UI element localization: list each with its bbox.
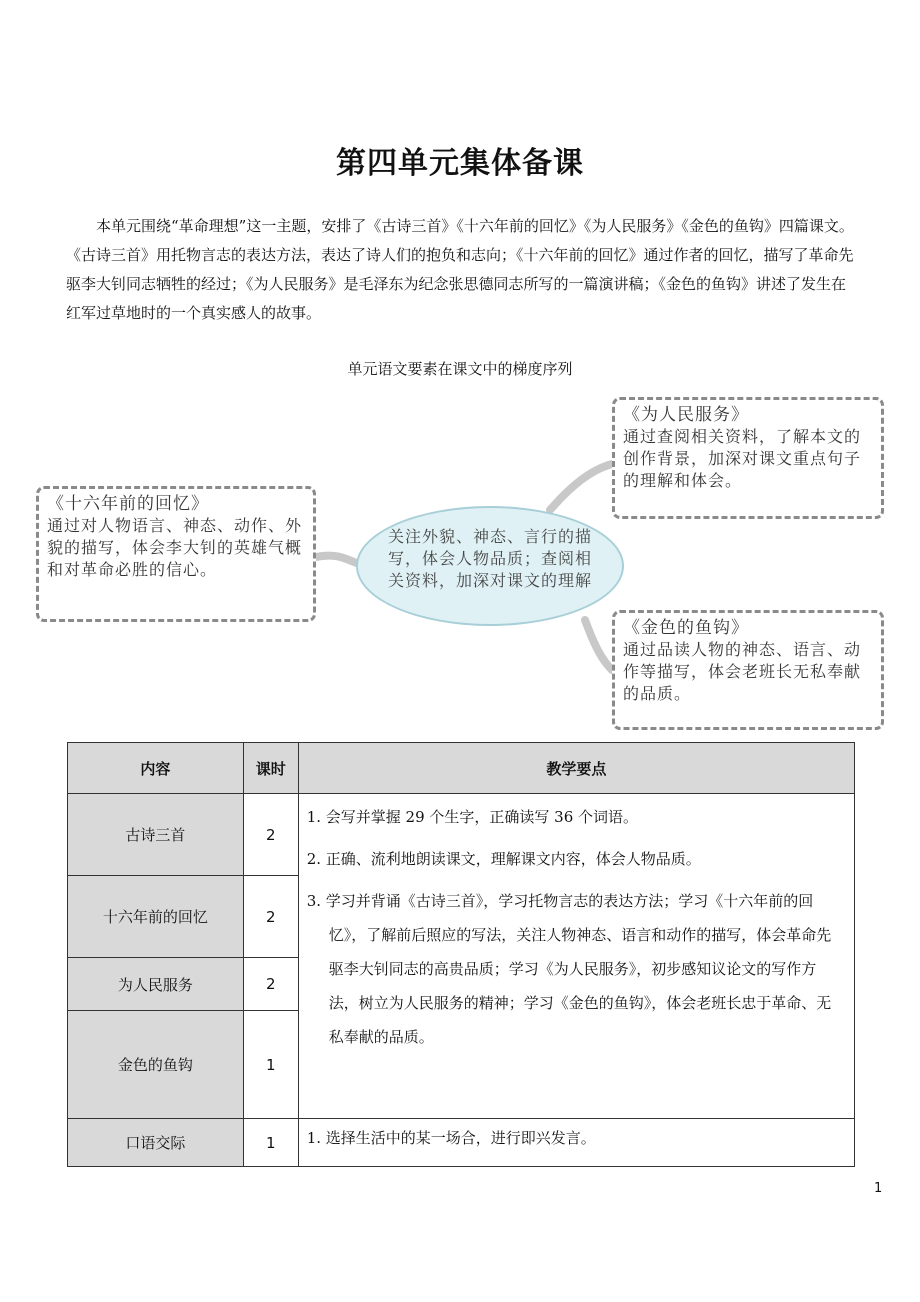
header-content: 内容 <box>68 743 244 794</box>
page-title: 第四单元集体备课 <box>336 146 584 181</box>
unit-intro-paragraph: 本单元围绕“革命理想”这一主题，安排了《古诗三首》《十六年前的回忆》《为人民服务》《金色的鱼钩》四篇课文。《古诗三首》用托物言志的表达方法，表达了诗人们的抱负和志向；《十六年前的回忆》通过作者的回忆，描写了革命先驱李大钊同志牺牲的经过；《为人民服务》是毛泽东为纪念张思德同志所写的一篇演讲稿；《金色的鱼钩》讲述了发生在红军过草地时的一个真实感人的故事。 <box>66 217 854 322</box>
node-bottom-right-title: 《金色的鱼钩》 <box>623 618 749 638</box>
table-header-row <box>68 743 855 794</box>
mindmap <box>30 392 890 737</box>
connector-top-right <box>550 464 612 510</box>
mindmap-node-bottom-right <box>612 610 884 730</box>
connector-left <box>316 556 360 564</box>
table-row <box>68 1119 855 1167</box>
connector-bottom-right <box>585 620 612 670</box>
mindmap-center-node: 关注外貌、神态、言行的描写，体会人物品质；查阅相关资料，加深对课文的理解 <box>356 506 624 626</box>
lesson-name: 口语交际 <box>68 1119 244 1167</box>
mindmap-caption: 单元语文要素在课文中的梯度序列 <box>347 360 573 378</box>
page-number: 1 <box>874 1181 883 1196</box>
key-points-cell <box>298 794 854 1119</box>
node-left-body: 通过对人物语言、神态、动作、外貌的描写，体会李大钊的英雄气概和对革命必胜的信心。 <box>47 516 303 579</box>
lesson-name: 古诗三首 <box>68 794 244 876</box>
node-left-title: 《十六年前的回忆》 <box>47 494 209 514</box>
key-point: 3. 学习并背诵《古诗三首》，学习托物言志的表达方法；学习《十六年前的回忆》，了解前后照应的写法，关注人物神态、语言和动作的描写，体会革命先驱李大钊同志的高贵品质；学习《为人民服务》，初步感知议论文的写作方法，树立为人民服务的精神；学习《金色的鱼钩》，体会老班长忠于革命、无私奉献的品质。 <box>306 892 832 1046</box>
lesson-hours: 1 <box>243 1011 298 1119</box>
lesson-plan-table <box>67 742 855 1167</box>
node-bottom-right-body: 通过品读人物的神态、语言、动作等描写，体会老班长无私奉献的品质。 <box>623 640 862 703</box>
node-top-right-title: 《为人民服务》 <box>623 405 749 425</box>
lesson-hours: 2 <box>243 794 298 876</box>
key-points-cell <box>298 1119 854 1167</box>
lesson-name: 金色的鱼钩 <box>68 1011 244 1119</box>
lesson-hours: 1 <box>243 1119 298 1167</box>
node-top-right-body: 通过查阅相关资料，了解本文的创作背景，加深对课文重点句子的理解和体会。 <box>623 427 862 490</box>
lesson-hours: 2 <box>243 876 298 958</box>
mindmap-node-left <box>36 486 316 622</box>
header-key-points: 教学要点 <box>298 743 854 794</box>
mindmap-node-top-right <box>612 397 884 519</box>
lesson-hours: 2 <box>243 958 298 1011</box>
lesson-name: 十六年前的回忆 <box>68 876 244 958</box>
key-point: 1. 会写并掌握 29 个生字，正确读写 36 个词语。 <box>306 808 639 826</box>
lesson-name: 为人民服务 <box>68 958 244 1011</box>
key-point: 2. 正确、流利地朗读课文，理解课文内容，体会人物品质。 <box>306 850 701 868</box>
table-row <box>68 794 855 876</box>
key-point: 1. 选择生活中的某一场合，进行即兴发言。 <box>306 1129 596 1147</box>
header-hours: 课时 <box>243 743 298 794</box>
